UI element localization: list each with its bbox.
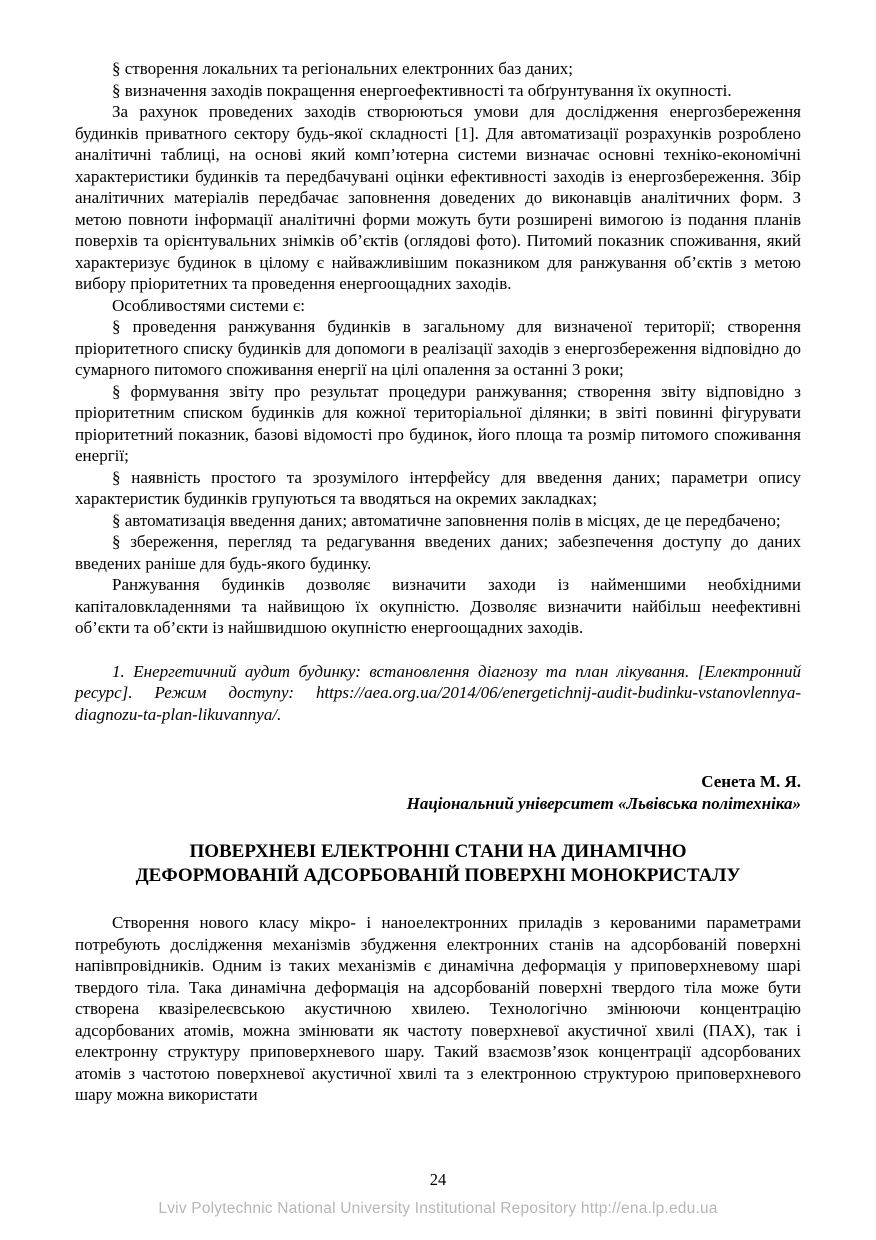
bullet-item: § створення локальних та регіональних електронних баз даних;	[112, 59, 574, 78]
author-block	[75, 771, 801, 814]
body-paragraph: За рахунок проведених заходів створюються умови для дослідження енергозбереження будинків приватного сектору будь-якої складності [1]. Для автоматизації розрахунків розроблено аналітичні таблиці, на основі який комп’ютерна системи визначає основні техніко-економічні характеристики будинків та передбачувані оцінки ефективності заходів із енергозбереження. Збір аналітичних матеріалів передбачає заповнення доведених до виконавців аналітичних форм. З метою повноти інформації аналітичні форми можуть бути розширені вимогою із подання планів поверхів та орієнтувальних знімків об’єктів (оглядові фото). Питомий показник споживання, який характеризує будинок в цілому є найважливішим показником для ранжування об’єктів з метою вибору пріоритетних та проведення енергоощадних заходів.	[75, 102, 801, 293]
author-affiliation: Національний університет «Львівська політехніка»	[406, 793, 801, 813]
article-title-line2: ДЕФОРМОВАНІЙ АДСОРБОВАНІЙ ПОВЕРХНІ МОНОКРИСТАЛУ	[135, 865, 741, 886]
bullet-item: § формування звіту про результат процедури ранжування; створення звіту відповідно з пріоритетним списком будинків для кожної територіальної ділянки; в звіті повинні фігурувати пріоритетний показник, базові відомості про будинок, його площа та розмір питомого споживання енергії;	[75, 381, 801, 465]
bullet-item: § збереження, перегляд та редагування введених даних; забезпечення доступу до даних введених раніше для будь-якого будинку.	[75, 532, 801, 573]
body-paragraph: Ранжування будинків дозволяє визначити заходи із найменшими необхідними капіталовкладеннями та найвищою їх окупністю. Дозволяє визначити найбільш неефективні об’єкти та об’єкти із найшвидшою окупністю енергоощадних заходів.	[75, 575, 801, 637]
body-paragraph: Створення нового класу мікро- і наноелектронних приладів з керованими параметрами потребують дослідження механізмів збудження електронних станів на адсорбованій поверхні напівпровідників. Одним із таких механізмів є динамічна деформація у приповерхневому шарі твердого тіла. Така динамічна деформація на адсорбованій поверхні твердого тіла може бути створена квазірелеєвською акустичною хвилею. Технологічно змінюючи концентрацію адсорбованих атомів, можна змінювати як частоту поверхневої акустичної хвилі (ПАХ), так і електронну структуру приповерхневого шару. Такий взаємозв’язок концентрації адсорбованих атомів з частотою поверхневої акустичної хвилі та з електронною структурою приповерхневого шару можна використати	[75, 913, 801, 1104]
previous-article-section	[75, 58, 801, 725]
article-title	[75, 840, 801, 888]
reference-entry: 1. Енергетичний аудит будинку: встановлення діагнозу та план лікування. [Електронний ресурс]. Режим доступу: https://aea.org.ua/2014/06/energetichnij-audit-budinku-vstanovlennya-diagnozu-ta-plan-likuvannya/.	[75, 661, 801, 724]
bullet-item: § визначення заходів покращення енергоефективності та обґрунтування їх окупності.	[112, 80, 732, 100]
repository-footer: Lviv Polytechnic National University Institutional Repository http://ena.lp.edu.ua	[158, 1200, 718, 1217]
page-number: 24	[429, 1170, 447, 1189]
bullet-item: § автоматизація введення даних; автоматичне заповнення полів в місцях, де це передбачено;	[112, 510, 781, 530]
next-article-section	[75, 771, 801, 1106]
author-name: Сенета М. Я.	[701, 772, 801, 791]
bullet-item: § наявність простого та зрозумілого інтерфейсу для введення даних; параметри опису характеристик будинків групуються та вводяться на окремих закладках;	[75, 467, 801, 508]
article-title-line1: ПОВЕРХНЕВІ ЕЛЕКТРОННІ СТАНИ НА ДИНАМІЧНО	[189, 841, 687, 862]
bullet-item: § проведення ранжування будинків в загальному для визначеної території; створення пріоритетного списку будинків для допомоги в реалізації заходів з енергозбереження відповідно до сумарного питомого споживання енергії на цілі опалення за останні 3 роки;	[75, 317, 801, 379]
article-body	[75, 912, 801, 1106]
page-footer	[0, 1170, 876, 1218]
features-heading: Особливостями системи є:	[112, 295, 305, 315]
